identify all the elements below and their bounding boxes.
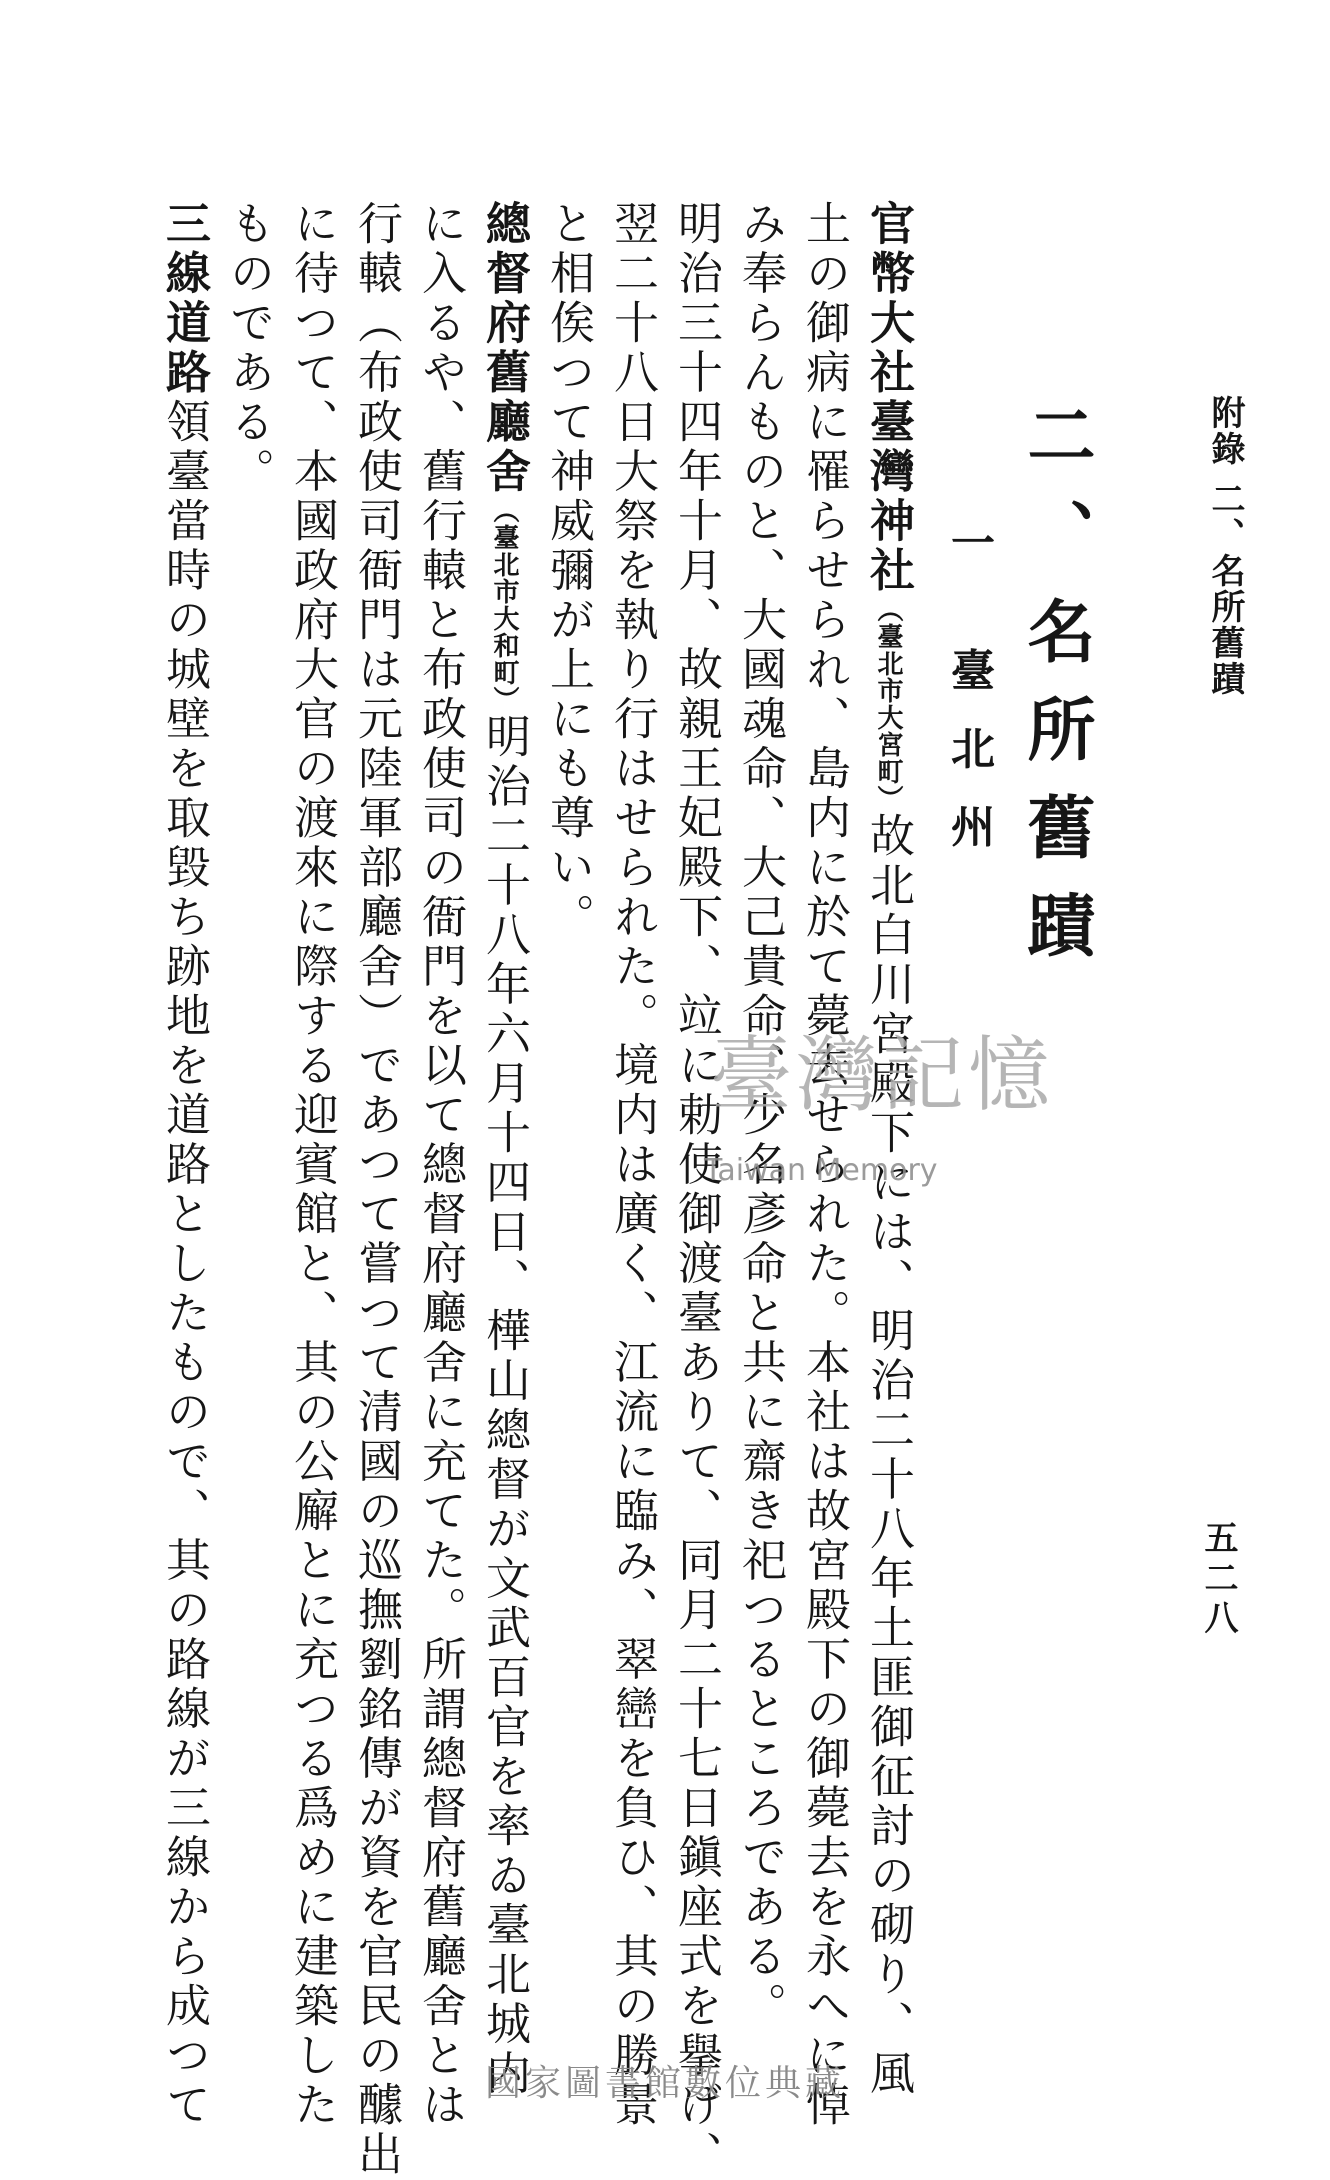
text-column: 明治三十四年十月、故親王妃殿下、竝に勅使御渡臺ありて、同月二十七日鎭座式を擧げ、 — [670, 200, 723, 2180]
text-column: に入るや、舊行轅と布政使司の衙門を以て總督府廳舍に充てた。所謂總督府舊廳舍とは — [414, 200, 467, 2131]
text-column: と相俟つて神威彌が上にも尊い。 — [542, 200, 595, 943]
entry-location: （臺北市大宮町） — [873, 596, 903, 812]
text-column: 行轅（布政使司衙門は元陸軍部廳舍）であつて嘗つて清國の巡撫劉銘傳が資を官民の醵出 — [350, 200, 403, 2180]
section-heading: 二、名所舊蹟 — [1016, 400, 1096, 988]
running-head: 附錄 二、名所舊蹟 — [1205, 395, 1245, 697]
footer-credit: 國家圖書館數位典藏 — [484, 2063, 845, 2104]
entry-text: 故北白川宮殿下には、明治二十八年土匪御征討の砌り、風 — [862, 812, 915, 2099]
entry-title: 總督府舊廳舍 — [478, 200, 531, 497]
text-column: ものである。 — [222, 200, 275, 497]
entry-title: 三線道路 — [158, 200, 211, 398]
watermark-text: 臺灣記憶 — [710, 1028, 1055, 1123]
subsection-heading: 一 臺北州 — [943, 520, 994, 882]
entry-text: 明治二十八年六月十四日、樺山總督が文武百官を率ゐ臺北城内 — [478, 713, 531, 2099]
watermark-english: Taiwan Memory — [704, 1153, 938, 1188]
text-column: に待つて、本國政府大官の渡來に際する迎賓館と、其の公廨とに充つる爲めに建築した — [286, 200, 339, 2131]
text-column: 土の御病に罹らせられ、島内に於て薨去せられた。本社は故宮殿下の御薨去を永へに悼 — [798, 200, 851, 2131]
text-column: み奉らんものと、大國魂命、大己貴命、少名彥命と共に齋き祀つるところである。 — [734, 200, 787, 2032]
watermark-logo — [704, 1028, 1055, 1188]
text-column — [472, 200, 536, 2099]
text-column: 翌二十八日大祭を執り行はせられた。境内は廣く、江流に臨み、翠巒を負ひ、其の勝景 — [606, 200, 659, 2131]
page-number: 五二八 — [1198, 1520, 1238, 1640]
entry-title: 官幣大社臺灣神社 — [862, 200, 915, 596]
entry-text: 領臺當時の城壁を取毀ち跡地を道路としたもので、其の路線が三線から成つて — [158, 398, 211, 2131]
entry-location: （臺北市大和町） — [489, 497, 519, 713]
text-column — [152, 200, 216, 2131]
